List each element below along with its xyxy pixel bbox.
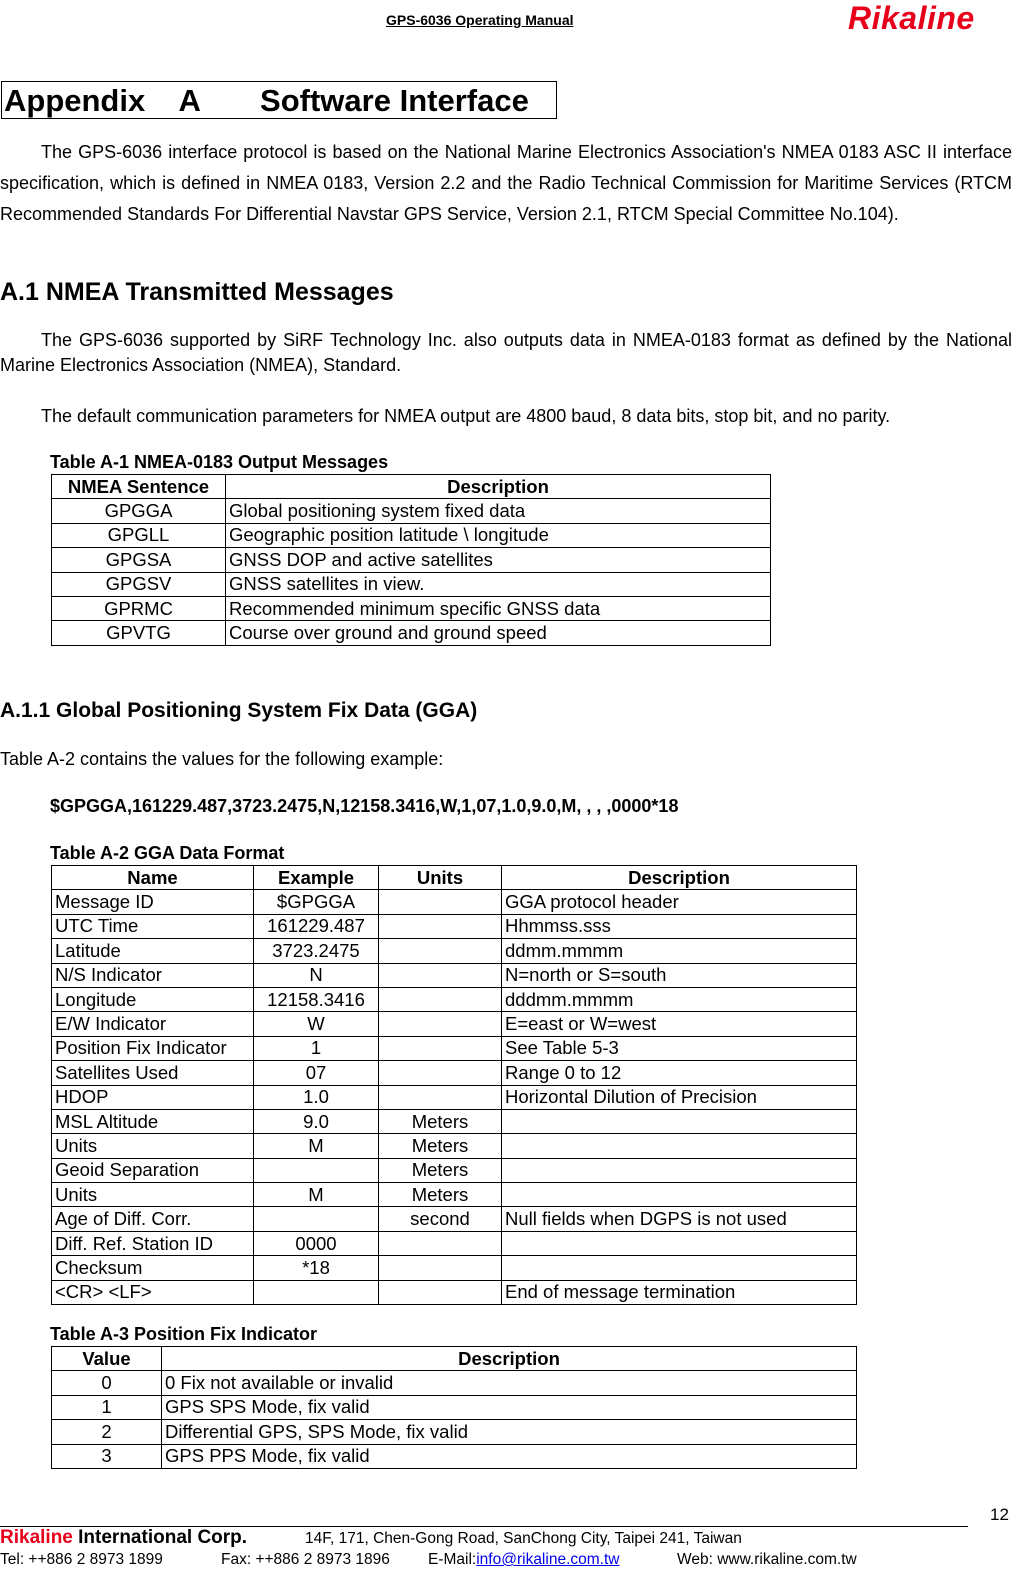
table-cell: GPGSV — [52, 572, 226, 596]
table-cell: Differential GPS, SPS Mode, fix valid — [162, 1420, 857, 1444]
table-cell — [254, 1158, 379, 1182]
table-cell: ddmm.mmmm — [502, 939, 857, 963]
nmea-example: $GPGGA,161229.487,3723.2475,N,12158.3416,W,1,07,1.0,9.0,M, , , ,0000*18 — [50, 796, 679, 816]
table-row — [52, 1207, 857, 1231]
section-a1-heading: A.1 NMEA Transmitted Messages — [0, 278, 394, 306]
footer-address: 14F, 171, Chen-Gong Road, SanChong City, Taipei 241, Taiwan — [305, 1530, 742, 1547]
table-cell: See Table 5-3 — [502, 1036, 857, 1060]
table-row — [52, 1061, 857, 1085]
table-cell: GPVTG — [52, 621, 226, 645]
table-row — [52, 1371, 857, 1395]
footer-email-label: E-Mail: — [428, 1551, 477, 1568]
table-cell — [379, 1061, 502, 1085]
table-row — [52, 596, 771, 620]
table-cell: Satellites Used — [52, 1061, 254, 1085]
table-cell: N — [254, 963, 379, 987]
table-cell: GNSS satellites in view. — [226, 572, 771, 596]
section-a11-text: Table A-2 contains the values for the following example: — [0, 749, 444, 769]
footer-company-name: International Corp. — [72, 1527, 248, 1548]
column-header: NMEA Sentence — [52, 475, 226, 499]
table-cell: Course over ground and ground speed — [226, 621, 771, 645]
table-cell: dddmm.mmmm — [502, 987, 857, 1011]
table-row — [52, 499, 771, 523]
table-cell: E=east or W=west — [502, 1012, 857, 1036]
table-row — [52, 939, 857, 963]
table-cell: Units — [52, 1134, 254, 1158]
column-header: Name — [52, 866, 254, 890]
table-cell — [379, 1256, 502, 1280]
table-cell: M — [254, 1183, 379, 1207]
table-row — [52, 1420, 857, 1444]
table-cell — [502, 1134, 857, 1158]
table-row — [52, 1256, 857, 1280]
table-cell: *18 — [254, 1256, 379, 1280]
footer-fax: Fax: ++886 2 8973 1896 — [221, 1551, 390, 1568]
table-cell: 1 — [254, 1036, 379, 1060]
table-cell — [502, 1231, 857, 1255]
table-a3-caption: Table A-3 Position Fix Indicator — [50, 1324, 318, 1344]
table-a1-caption: Table A-1 NMEA-0183 Output Messages — [50, 452, 389, 472]
table-cell: GPGLL — [52, 523, 226, 547]
table-row — [52, 1395, 857, 1419]
table-cell — [379, 963, 502, 987]
table-cell — [502, 1158, 857, 1182]
table-cell: GNSS DOP and active satellites — [226, 548, 771, 572]
table-cell: Recommended minimum specific GNSS data — [226, 596, 771, 620]
column-header: Units — [379, 866, 502, 890]
table-a2 — [51, 865, 857, 1305]
table-cell — [379, 1085, 502, 1109]
column-header: Description — [226, 475, 771, 499]
table-cell — [379, 939, 502, 963]
table-cell: MSL Altitude — [52, 1109, 254, 1133]
table-row — [52, 1231, 857, 1255]
column-header: Description — [502, 866, 857, 890]
table-row — [52, 890, 857, 914]
table-cell: GGA protocol header — [502, 890, 857, 914]
table-cell: Geoid Separation — [52, 1158, 254, 1182]
table-row — [52, 1109, 857, 1133]
table-cell: Diff. Ref. Station ID — [52, 1231, 254, 1255]
table-row — [52, 523, 771, 547]
table-cell — [379, 1012, 502, 1036]
table-cell: GPRMC — [52, 596, 226, 620]
table-cell: $GPGGA — [254, 890, 379, 914]
table-cell: Meters — [379, 1183, 502, 1207]
table-cell: 0 Fix not available or invalid — [162, 1371, 857, 1395]
table-cell: 2 — [52, 1420, 162, 1444]
table-cell: Horizontal Dilution of Precision — [502, 1085, 857, 1109]
footer-brand: Rikaline — [0, 1527, 73, 1548]
table-row — [52, 1012, 857, 1036]
column-header: Description — [162, 1347, 857, 1371]
table-cell — [379, 1231, 502, 1255]
table-row — [52, 548, 771, 572]
table-cell: Global positioning system fixed data — [226, 499, 771, 523]
table-row — [52, 1280, 857, 1304]
intro-paragraph: The GPS-6036 interface protocol is based on the National Marine Electronics Association's NMEA 0183 ASC II interface specification, which is defined in NMEA 0183, Version 2.2 and the Radio Technical Commission for Maritime Services (RTCM Recommended Standards For Differential Navstar GPS Service, Version 2.1, RTCM Special Committee No.104). — [0, 142, 1012, 224]
table-row — [52, 1134, 857, 1158]
table-cell — [379, 987, 502, 1011]
table-cell: Message ID — [52, 890, 254, 914]
table-row — [52, 914, 857, 938]
table-cell: GPGSA — [52, 548, 226, 572]
table-cell: 9.0 — [254, 1109, 379, 1133]
table-cell: W — [254, 1012, 379, 1036]
column-header: Value — [52, 1347, 162, 1371]
table-cell: 1 — [52, 1395, 162, 1419]
table-cell: Units — [52, 1183, 254, 1207]
table-cell: HDOP — [52, 1085, 254, 1109]
table-row — [52, 1158, 857, 1182]
table-cell: 1.0 — [254, 1085, 379, 1109]
table-cell: 0000 — [254, 1231, 379, 1255]
table-row — [52, 1085, 857, 1109]
table-cell: N=north or S=south — [502, 963, 857, 987]
table-a3 — [51, 1346, 857, 1469]
table-cell: second — [379, 1207, 502, 1231]
table-cell: 161229.487 — [254, 914, 379, 938]
table-row — [52, 621, 771, 645]
table-cell — [254, 1280, 379, 1304]
section-a11-heading: A.1.1 Global Positioning System Fix Data (GGA) — [0, 699, 478, 722]
table-cell: <CR> <LF> — [52, 1280, 254, 1304]
brand-logo: Rikaline — [848, 0, 975, 36]
table-cell: GPGGA — [52, 499, 226, 523]
table-cell: 3 — [52, 1444, 162, 1468]
table-cell: M — [254, 1134, 379, 1158]
table-cell: N/S Indicator — [52, 963, 254, 987]
appendix-title: Appendix A Software Interface — [1, 81, 557, 119]
table-cell — [502, 1256, 857, 1280]
footer-contact — [0, 1551, 857, 1569]
table-cell — [254, 1207, 379, 1231]
table-cell: Range 0 to 12 — [502, 1061, 857, 1085]
table-cell: Latitude — [52, 939, 254, 963]
table-cell: Position Fix Indicator — [52, 1036, 254, 1060]
table-cell: Meters — [379, 1158, 502, 1182]
table-row — [52, 987, 857, 1011]
table-cell: UTC Time — [52, 914, 254, 938]
table-cell: 3723.2475 — [254, 939, 379, 963]
table-row — [52, 1183, 857, 1207]
table-cell: GPS PPS Mode, fix valid — [162, 1444, 857, 1468]
table-cell: Age of Diff. Corr. — [52, 1207, 254, 1231]
section-a1-para1: The GPS-6036 supported by SiRF Technology Inc. also outputs data in NMEA-0183 format as defined by the National Marine Electronics Association (NMEA), Standard. — [0, 330, 1012, 375]
table-a2-caption: Table A-2 GGA Data Format — [50, 843, 285, 863]
table-cell — [379, 1036, 502, 1060]
table-cell: 0 — [52, 1371, 162, 1395]
table-cell: E/W Indicator — [52, 1012, 254, 1036]
footer-company — [0, 1527, 247, 1549]
header-title: GPS-6036 Operating Manual — [386, 12, 574, 28]
table-cell: Longitude — [52, 987, 254, 1011]
footer-email-link[interactable]: info@rikaline.com.tw — [476, 1551, 620, 1568]
table-cell — [502, 1109, 857, 1133]
page-number: 12 — [990, 1505, 1009, 1524]
table-cell: Meters — [379, 1109, 502, 1133]
footer-web: Web: www.rikaline.com.tw — [677, 1551, 857, 1568]
table-cell: Checksum — [52, 1256, 254, 1280]
table-cell — [379, 890, 502, 914]
table-cell: 07 — [254, 1061, 379, 1085]
table-cell — [379, 1280, 502, 1304]
table-row — [52, 1036, 857, 1060]
table-row — [52, 963, 857, 987]
table-cell — [502, 1183, 857, 1207]
section-a1-para2: The default communication parameters for NMEA output are 4800 baud, 8 data bits, stop bit, and no parity. — [41, 406, 891, 426]
footer-tel: Tel: ++886 2 8973 1899 — [0, 1551, 163, 1568]
table-row — [52, 572, 771, 596]
table-cell — [379, 914, 502, 938]
column-header: Example — [254, 866, 379, 890]
table-a1 — [51, 474, 771, 646]
table-cell: Hhmmss.sss — [502, 914, 857, 938]
table-row — [52, 1444, 857, 1468]
table-cell: End of message termination — [502, 1280, 857, 1304]
table-cell: Null fields when DGPS is not used — [502, 1207, 857, 1231]
table-cell: 12158.3416 — [254, 987, 379, 1011]
table-cell: Meters — [379, 1134, 502, 1158]
table-cell: GPS SPS Mode, fix valid — [162, 1395, 857, 1419]
table-cell: Geographic position latitude \ longitude — [226, 523, 771, 547]
